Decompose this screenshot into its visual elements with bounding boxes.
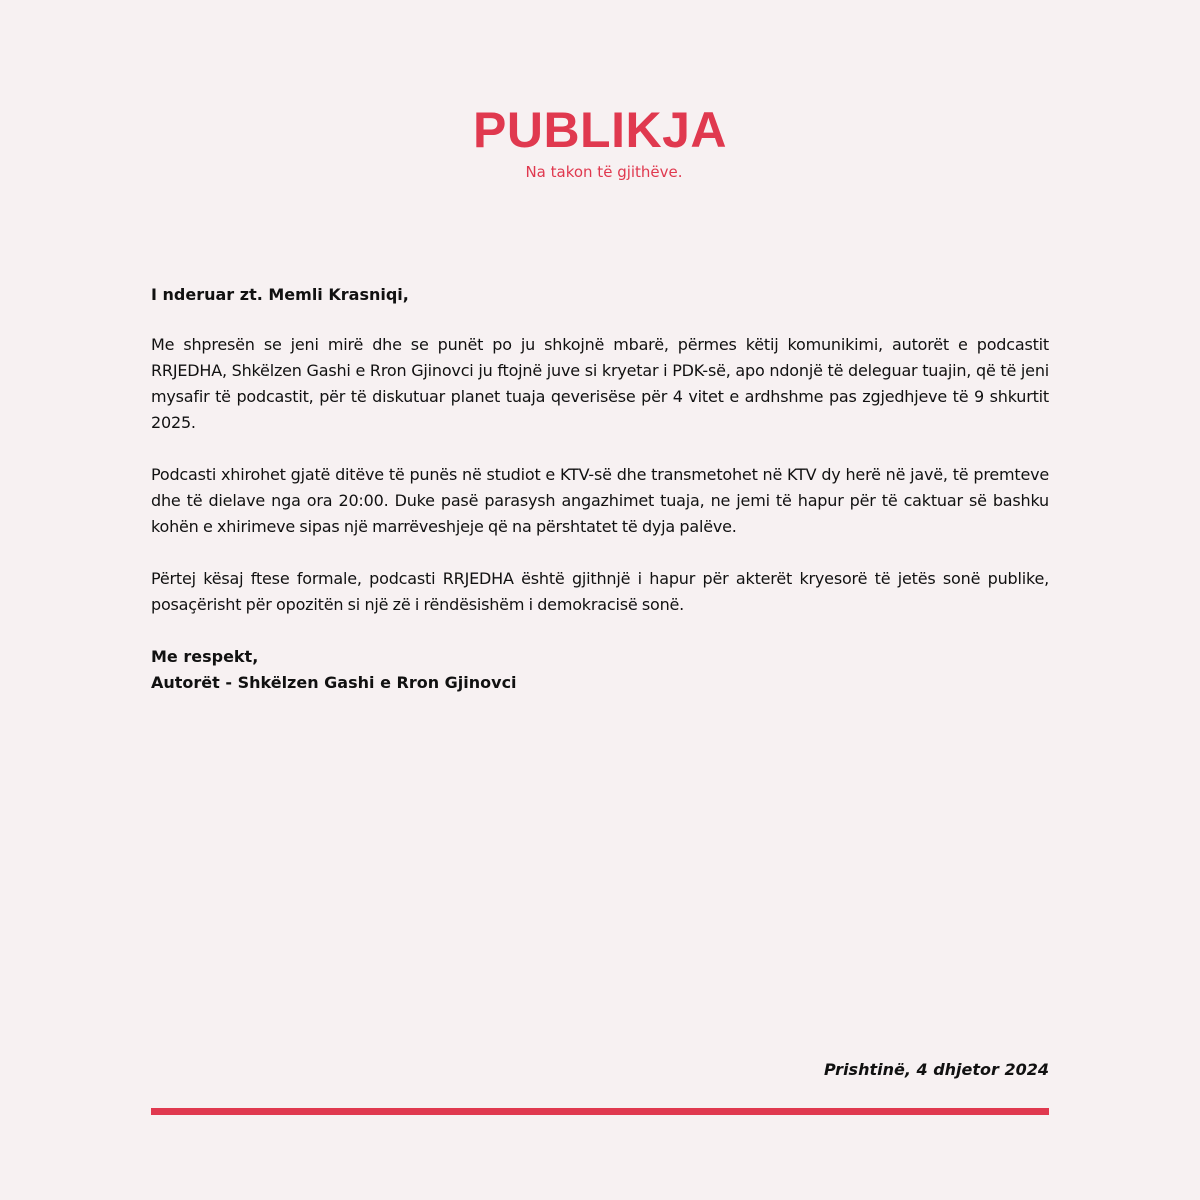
footer-divider: [151, 1108, 1049, 1115]
brand-tagline: Na takon të gjithëve.: [525, 163, 683, 181]
brand-name: PUBLIKJA: [472, 102, 728, 158]
letter-signature: Autorët - Shkëlzen Gashi e Rron Gjinovci: [151, 673, 517, 692]
letter-paragraph: Podcasti xhirohet gjatë ditëve të punës në studiot e KTV-së dhe transmetohet në KTV dy herë në javë, të premteve dhe të dielave nga ora 20:00. Duke pasë parasysh angazhimet tuaja, ne jemi të hapur për të caktuar së bashku kohën e xhirimeve sipas një marrëveshjeje që na përshtatet të dyja palëve.: [151, 465, 1049, 536]
letter-closing: Me respekt,: [151, 647, 259, 666]
letter-paragraph: Përtej kësaj ftese formale, podcasti RRJEDHA është gjithnjë i hapur për akterët kryesorë të jetës sonë publike, posaçërisht për opozitën si një zë i rëndësishëm i demokracisë sonë.: [151, 569, 1049, 614]
publikja-logo: [0, 102, 1200, 181]
letter-greeting: I nderuar zt. Memli Krasniqi,: [151, 285, 409, 304]
letter-body: [151, 282, 1049, 696]
place-date: Prishtinë, 4 dhjetor 2024: [823, 1060, 1049, 1079]
letter-paragraph: Me shpresën se jeni mirë dhe se punët po ju shkojnë mbarë, përmes këtij komunikimi, autorët e podcastit RRJEDHA, Shkëlzen Gashi e Rron Gjinovci ju ftojnë juve si kryetar i PDK-së, apo ndonjë të deleguar tuajin, që të jeni mysafir të podcastit, për të diskutuar planet tuaja qeverisëse për 4 vitet e ardhshme pas zgjedhjeve të 9 shkurtit 2025.: [151, 335, 1049, 432]
